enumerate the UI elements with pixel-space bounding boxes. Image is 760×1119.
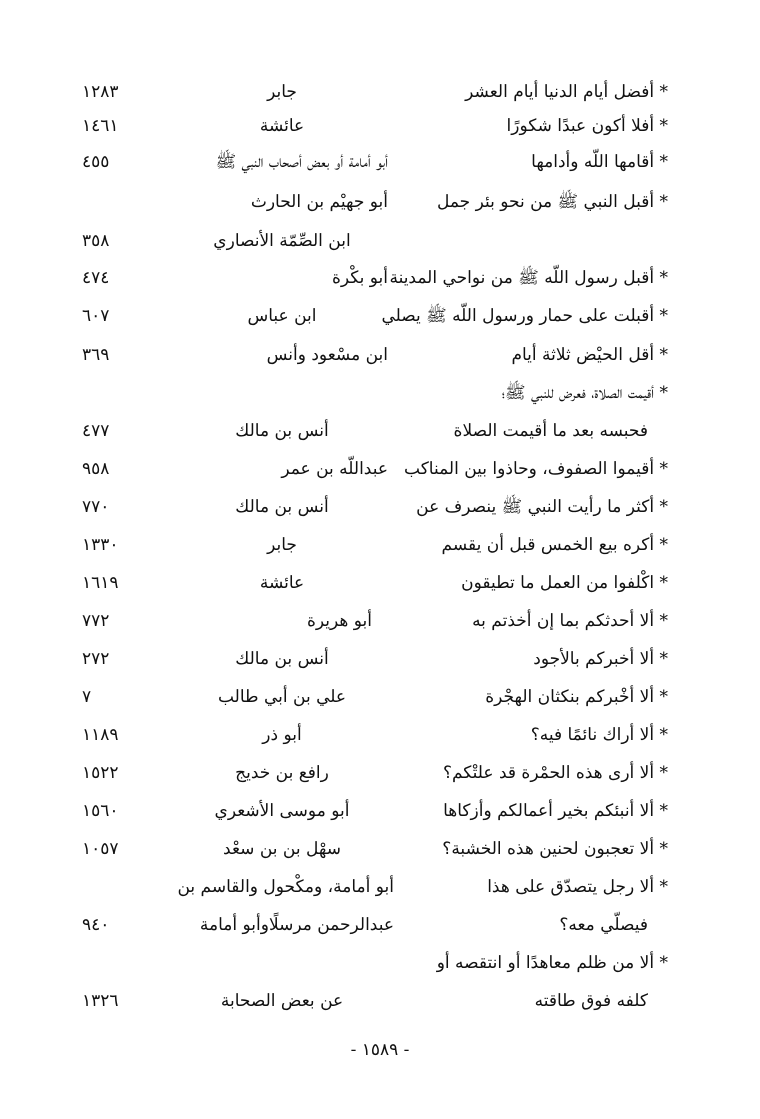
hadith-number: ١٢٨٣ (82, 82, 119, 102)
hadith-number: ٧٧٢ (82, 611, 110, 631)
hadith-text: * أفضل أيام الدنيا أيام العشر (465, 82, 668, 102)
index-row (0, 716, 760, 754)
narrator-name: أنس بن مالك (235, 421, 329, 441)
hadith-text: * أقبل رسول اللّه ﷺ من نواحي المدينة (389, 268, 668, 288)
index-row (0, 944, 760, 982)
narrator-name: أبو أمامة أو بعض أصحاب النبي ﷺ (215, 152, 388, 172)
hadith-text: * ألا أخبركم بالأجود (533, 649, 668, 669)
index-row (0, 222, 760, 260)
index-row (0, 906, 760, 944)
narrator-name: ابن عباس (247, 306, 317, 326)
index-row (0, 374, 760, 412)
index-row (0, 982, 760, 1020)
hadith-number: ٢٧٢ (82, 649, 110, 669)
index-row (0, 488, 760, 526)
hadith-text: * ألا أنبئكم بخير أعمالكم وأزكاها (443, 801, 668, 821)
hadith-text: * أكثر ما رأيت النبي ﷺ ينصرف عن (416, 497, 668, 517)
index-row (0, 183, 760, 221)
index-row (0, 526, 760, 564)
narrator-name: عن بعض الصحابة (220, 991, 344, 1011)
hadith-text: فحبسه بعد ما أقيمت الصلاة (453, 421, 648, 441)
narrator-name: أنس بن مالك (235, 497, 329, 517)
narrator-name: ابن مسْعود وأنس (266, 345, 388, 365)
page-number: - ١٥٨٩ - (350, 1040, 410, 1060)
index-row (0, 450, 760, 488)
index-row (0, 564, 760, 602)
hadith-number: ٣٥٨ (82, 231, 110, 251)
narrator-name: عائشة (259, 573, 305, 593)
hadith-number: ٧٧٠ (82, 497, 110, 517)
hadith-text: * ألا أخْبركم بنكثان الهجْرة (485, 687, 668, 707)
hadith-text: * أقيموا الصفوف، وحاذوا بين المناكب (404, 459, 668, 479)
hadith-text: * أكره بيع الخمس قبل أن يقسم (441, 535, 668, 555)
hadith-number: ١٥٢٢ (82, 763, 119, 783)
narrator-name: أبو جهيْم بن الحارث (250, 192, 388, 212)
hadith-text: * ألا من ظلم معاهدًا أو انتقصه أو (436, 953, 668, 973)
index-row (0, 259, 760, 297)
index-row (0, 602, 760, 640)
narrator-name: أبو موسى الأشعري (214, 801, 350, 821)
narrator-name: عائشة (259, 116, 305, 136)
hadith-text: * ألا أحدثكم بما إن أخذتم به (472, 611, 668, 631)
hadith-text: * أفلا أكون عبدًا شكورًا (506, 116, 668, 136)
hadith-number: ١٥٦٠ (82, 801, 119, 821)
index-row (0, 678, 760, 716)
narrator-name: أبو هريرة (306, 611, 372, 631)
index-row (0, 297, 760, 335)
narrator-name: سهْل بن بن سعْد (223, 839, 341, 859)
hadith-number: ٩٤٠ (82, 915, 110, 935)
index-row (0, 754, 760, 792)
index-row (0, 792, 760, 830)
hadith-number: ٦٠٧ (82, 306, 110, 326)
hadith-number: ٤٧٤ (82, 268, 110, 288)
narrator-name: عبداللّه بن عمر (281, 459, 388, 479)
hadith-number: ١٦١٩ (82, 573, 119, 593)
narrator-name: ابن الصِّمّة الأنصاري (213, 231, 351, 251)
index-row (0, 107, 760, 145)
hadith-number: ٤٧٧ (82, 421, 110, 441)
hadith-text: * أقبلت على حمار ورسول اللّه ﷺ يصلي (381, 306, 668, 326)
narrator-name: عبدالرحمن مرسلًاوأبو أمامة (199, 915, 394, 935)
narrator-name: جابر (267, 535, 297, 555)
hadith-text: * أقيمت الصلاة، فعرض للنبي ﷺ؛ (501, 383, 668, 403)
hadith-number: ١٠٥٧ (82, 839, 119, 859)
hadith-number: ٤٥٥ (82, 152, 110, 172)
hadith-text: * ألا رجل يتصدّق على هذا (487, 877, 668, 897)
hadith-text: * ألا أراك نائمًا فيه؟ (530, 725, 668, 745)
hadith-number: ١٣٢٦ (82, 991, 119, 1011)
hadith-number: ٩٥٨ (82, 459, 110, 479)
index-row (0, 73, 760, 111)
hadith-number: ٧ (82, 687, 92, 707)
hadith-text: * ألا أرى هذه الحمْرة قد علتْكم؟ (442, 763, 668, 783)
index-row (0, 640, 760, 678)
index-row (0, 830, 760, 868)
narrator-name: علي بن أبي طالب (217, 687, 347, 707)
narrator-name: رافع بن خديج (235, 763, 329, 783)
hadith-text: * أقل الحيْض ثلاثة أيام (511, 345, 668, 365)
narrator-name: أبو بكْرة (331, 268, 388, 288)
hadith-text: * أقبل النبي ﷺ من نحو بئر جمل (436, 192, 668, 212)
index-row (0, 143, 760, 181)
narrator-name: جابر (267, 82, 297, 102)
hadith-text: كلفه فوق طاقته (534, 991, 648, 1011)
narrator-name: أنس بن مالك (235, 649, 329, 669)
hadith-number: ١١٨٩ (82, 725, 119, 745)
narrator-name: أبو ذر (262, 725, 302, 745)
hadith-text: * ألا تعجبون لحنين هذه الخشبة؟ (442, 839, 668, 859)
hadith-number: ١٤٦١ (82, 116, 119, 136)
index-row (0, 336, 760, 374)
hadith-text: * اكْلفوا من العمل ما تطيقون (461, 573, 668, 593)
hadith-number: ١٣٣٠ (82, 535, 119, 555)
hadith-text: فيصلّي معه؟ (559, 915, 648, 935)
hadith-text: * أقامها اللّه وأدامها (531, 152, 668, 172)
index-row (0, 412, 760, 450)
index-row (0, 868, 760, 906)
hadith-number: ٣٦٩ (82, 345, 110, 365)
narrator-name: أبو أمامة، ومكْحول والقاسم بن (177, 877, 394, 897)
